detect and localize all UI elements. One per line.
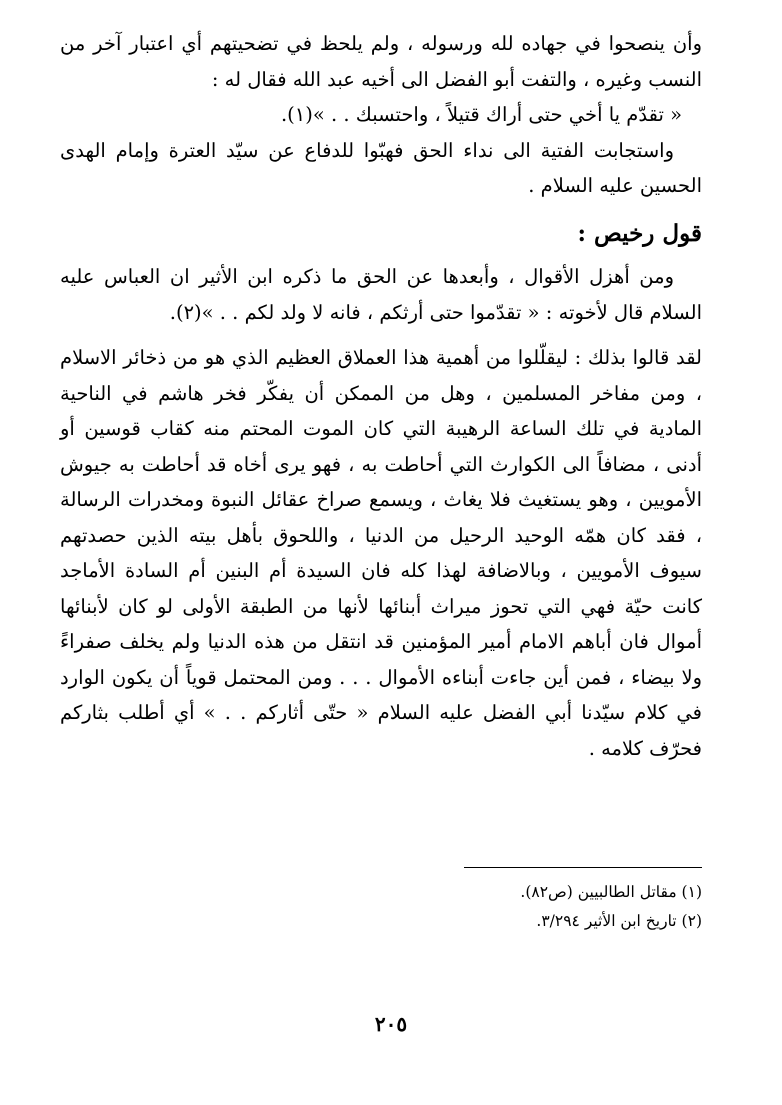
- footnote-2: (٢) تاريخ ابن الأثير ٣/٢٩٤.: [536, 912, 702, 930]
- paragraph-2: واستجابت الفتية الى نداء الحق فهبّوا للدفاع عن سيّد العترة وإمام الهدى الحسين عليه السلام .: [60, 138, 702, 197]
- main-text: [60, 26, 702, 766]
- section-heading: قول رخيص :: [577, 219, 702, 247]
- quote-abdullah: « تقدّم يا أخي حتى أراك قتيلاً ، واحتسبك . . »(١).: [280, 103, 682, 126]
- footnote-divider: [464, 867, 702, 868]
- footnotes: [302, 878, 702, 936]
- page-number: ٢٠٥: [374, 1012, 408, 1036]
- paragraph-1: وأن ينصحوا في جهاده لله ورسوله ، ولم يلحظ في تضحيتهم أي اعتبار آخر من النسب وغيره ، والتفت أبو الفضل الى أخيه عبد الله فقال له :: [60, 32, 702, 91]
- paragraph-4: لقد قالوا بذلك : ليقلّلوا من أهمية هذا العملاق العظيم الذي هو من ذخائر الاسلام ، ومن مفاخر المسلمين ، وهل من الممكن أن يفكّر فخر هاشم في الناحية المادية في تلك الساعة الرهيبة التي كان الموت المحتم منه كقاب قوسين أو أدنى ، مضافاً الى الكوارث التي أحاطت به ، فهو يرى أخاه قد أحاطت به جيوش الأمويين ، وهو يستغيث فلا يغاث ، ويسمع صراخ عقائل النبوة ومخدرات الرسالة ، فقد كان همّه الوحيد الرحيل من الدنيا ، واللحوق بأهل بيته الذين حصدتهم سيوف الأمويين ، وبالاضافة لهذا كله فان السيدة أم البنين أم السادة الأماجد كانت حيّة فهي التي تحوز ميراث أبنائها لأنها من الطبقة الأولى لو كان لأبنائها أموال فان أباهم الامام أمير المؤمنين قد انتقل من هذه الدنيا ولم يخلف صفراءً ولا بيضاء ، فمن أين جاءت أبناءه الأموال . . . ومن المحتمل قوياً أن يكون الوارد في كلام سيّدنا أبي الفضل عليه السلام « حتّى أثاركم . . » أي أطلب بثاركم فحرّف كلامه .: [60, 346, 702, 760]
- footnote-1: (١) مقاتل الطالبيين (ص٨٢).: [520, 883, 702, 901]
- paragraph-3: ومن أهزل الأقوال ، وأبعدها عن الحق ما ذكره ابن الأثير ان العباس عليه السلام قال لأخوته : « تقدّموا حتى أرثكم ، فانه لا ولد لكم . . »(٢).: [60, 265, 702, 324]
